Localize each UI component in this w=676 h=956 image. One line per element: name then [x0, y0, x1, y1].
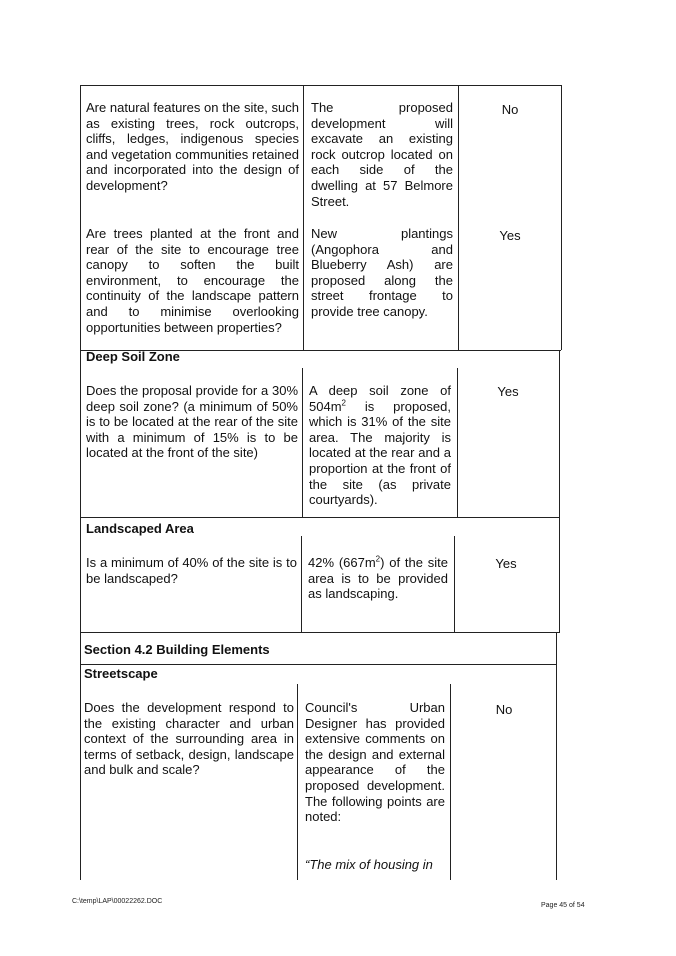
table-border-right — [556, 632, 557, 880]
response-deep-soil — [309, 383, 451, 508]
superscript: 2 — [375, 554, 381, 564]
compliance-landscaped: Yes — [495, 556, 517, 571]
column-divider — [450, 684, 451, 880]
question-trees-planted: Are trees planted at the front and rear of the site to encourage tree canopy to soften the built environment, to encourage the continuity of the landscape pattern and to minimise overlooking opportunities between properties? — [86, 226, 299, 335]
column-divider — [301, 536, 302, 632]
column-divider — [454, 536, 455, 632]
column-divider — [457, 368, 458, 518]
response-deep-soil-text: A deep soil zone of 504m — [309, 383, 451, 414]
response-landscaped-text-cont: ) of the site area is to be provided as landscaping. — [308, 555, 448, 602]
table-border-right — [559, 350, 560, 632]
response-landscaped — [308, 555, 448, 602]
question-streetscape: Does the development respond to the existing character and urban context of the surrounding area in terms of setback, design, landscape and bulk and scale? — [84, 700, 294, 778]
heading-streetscape: Streetscape — [84, 666, 158, 681]
row-divider — [80, 632, 560, 633]
footer-page-number: Page 45 of 54 — [541, 902, 585, 909]
compliance-streetscape: No — [495, 702, 513, 717]
row-divider — [80, 664, 557, 665]
superscript: 2 — [341, 398, 346, 408]
column-divider — [458, 85, 459, 350]
heading-deep-soil-zone: Deep Soil Zone — [86, 349, 180, 364]
table-border-top — [80, 85, 562, 86]
table-border-left — [80, 85, 81, 880]
compliance-trees-planted: Yes — [499, 228, 521, 243]
table-border-right — [561, 85, 562, 350]
compliance-natural-features: No — [501, 102, 519, 117]
column-divider — [303, 85, 304, 350]
heading-landscaped-area: Landscaped Area — [86, 521, 194, 536]
response-streetscape-quote: “The mix of housing in — [305, 857, 433, 872]
response-deep-soil-text-cont: is proposed, which is 31% of the site area. The majority is located at the rear and a proportion at the front of the site (as private courtyards). — [309, 398, 451, 508]
question-natural-features: Are natural features on the site, such as existing trees, rock outcrops, cliffs, ledges, indigenous species and vegetation communities retained and incorporated into the design of development? — [86, 100, 299, 193]
question-landscaped: Is a minimum of 40% of the site is to be landscaped? — [86, 555, 297, 586]
response-streetscape: Council's Urban Designer has provided extensive comments on the design and external appearance of the proposed development. The following points are noted: — [305, 700, 445, 825]
question-deep-soil: Does the proposal provide for a 30% deep soil zone? (a minimum of 50% is to be located at the rear of the site with a minimum of 15% is to be located at the front of the site) — [86, 383, 298, 461]
row-divider — [80, 517, 560, 518]
column-divider — [302, 368, 303, 518]
response-landscaped-text: 42% (667m — [308, 555, 376, 570]
response-natural-features: The proposed development will excavate an existing rock outcrop located on each side of the dwelling at 57 Belmore Street. — [311, 100, 453, 209]
section-heading: Section 4.2 Building Elements — [84, 642, 270, 657]
footer-file-path: C:\temp\LAP\00022262.DOC — [72, 898, 163, 905]
column-divider — [297, 684, 298, 880]
response-trees-planted: New plantings (Angophora and Blueberry Ash) are proposed along the street frontage to provide tree canopy. — [311, 226, 453, 319]
compliance-deep-soil: Yes — [497, 384, 519, 399]
